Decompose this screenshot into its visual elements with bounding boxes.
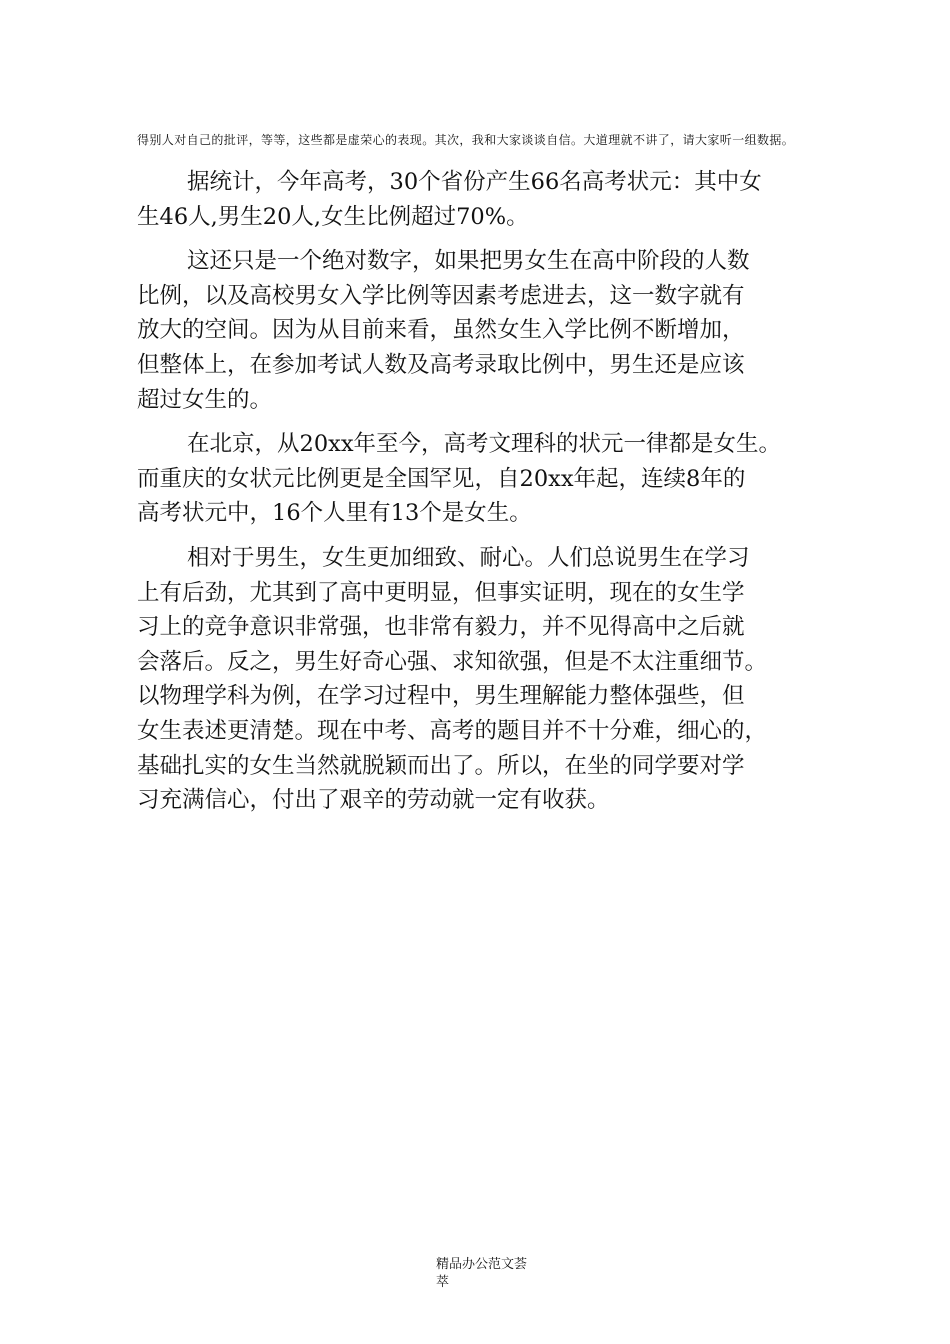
text-line: 习充满信心，付出了艰辛的劳动就一定有收获。 xyxy=(137,787,610,814)
text-line: 放大的空间。因为从目前来看，虽然女生入学比例不断增加， xyxy=(137,317,745,344)
paragraph-beijing-chongqing xyxy=(137,427,857,531)
text-line: 上有后劲，尤其到了高中更明显，但事实证明，现在的女生学 xyxy=(137,579,745,606)
text-line: 在北京，从20xx年至今，高考文理科的状元一律都是女生。 xyxy=(187,431,782,458)
text-line: 生46人,男生20人,女生比例超过70%。 xyxy=(137,203,529,230)
text-line: 女生表述更清楚。现在中考、高考的题目并不十分难，细心的， xyxy=(137,717,768,744)
paragraph-statistics xyxy=(137,165,857,234)
text-line: 基础扎实的女生当然就脱颖而出了。所以，在坐的同学要对学 xyxy=(137,752,745,779)
text-line: 以物理学科为例，在学习过程中，男生理解能力整体强些，但 xyxy=(137,683,745,710)
paragraph-comparison xyxy=(137,541,857,818)
page-footer xyxy=(436,1256,586,1292)
document-body xyxy=(137,165,857,818)
text-line: 会落后。反之，男生好奇心强、求知欲强，但是不太注重细节。 xyxy=(137,648,768,675)
text-line: 但整体上，在参加考试人数及高考录取比例中，男生还是应该 xyxy=(137,351,745,378)
text-line: 超过女生的。 xyxy=(137,386,273,413)
text-line: 相对于男生，女生更加细致、耐心。人们总说男生在学习 xyxy=(187,544,750,571)
text-line: 高考状元中，16个人里有13个是女生。 xyxy=(137,500,532,527)
text-line: 比例，以及高校男女入学比例等因素考虑进去，这一数字就有 xyxy=(137,282,745,309)
footer-text-line: 萃 xyxy=(436,1275,450,1290)
paragraph-absolute-number xyxy=(137,244,857,417)
continued-text-line: 得别人对自己的批评，等等，这些都是虚荣心的表现。其次，我和大家谈谈自信。大道理就不讲了，请大家听一组数据。 xyxy=(137,133,795,147)
text-line: 而重庆的女状元比例更是全国罕见，自20xx年起，连续8年的 xyxy=(137,465,746,492)
text-line: 这还只是一个绝对数字，如果把男女生在高中阶段的人数 xyxy=(187,248,750,275)
text-line: 习上的竞争意识非常强，也非常有毅力，并不见得高中之后就 xyxy=(137,614,745,641)
footer-text-line: 精品办公范文荟 xyxy=(436,1257,528,1272)
text-line: 据统计，今年高考，30个省份产生66名高考状元：其中女 xyxy=(187,169,762,195)
